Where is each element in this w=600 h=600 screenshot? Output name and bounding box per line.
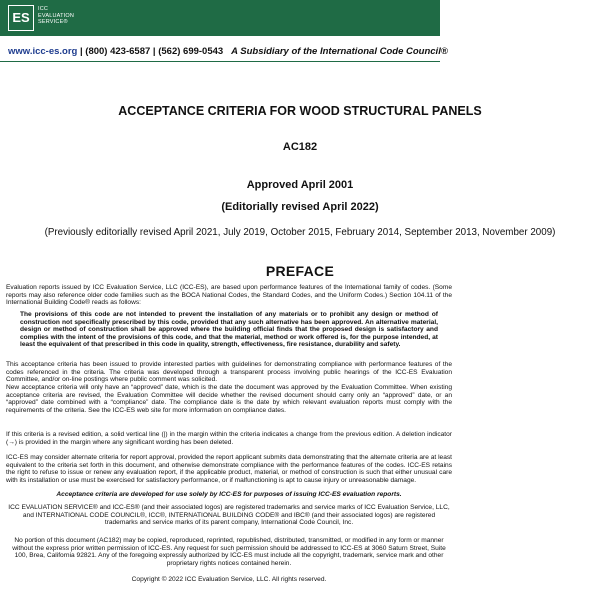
document-code: AC182 (282, 141, 318, 153)
brand-line-1: ICC (38, 6, 49, 12)
brand-line-2: EVALUATION (38, 12, 75, 19)
brand-line-3: SERVICE® (38, 19, 68, 25)
phone-secondary: (562) 699-0543 (158, 46, 224, 57)
contact-bar (8, 46, 448, 57)
brand-name (38, 6, 74, 26)
editorial-revision: (Editorially revised April 2022) (221, 201, 379, 213)
preface-heading: PREFACE (265, 263, 335, 279)
approved-date: Approved April 2001 (246, 179, 354, 191)
paragraph-purpose: This acceptance criteria has been issued to provide interested parties with guidelines for demonstrating compliance with performance features of the codes referenced in the criteria. The criteria was developed through a transparent process involving public hearings of the ICC-ES Evaluation Committee, and/or on-line postings where public comment was solicited. (6, 361, 452, 384)
subsidiary-text: A Subsidiary of the International Code Council® (231, 46, 448, 57)
previous-revisions: (Previously editorially revised April 2021, July 2019, October 2015, February 2014, September 2013, November 2009) (44, 227, 556, 238)
document-title: ACCEPTANCE CRITERIA FOR WOOD STRUCTURAL PANELS (118, 104, 482, 118)
header-rule (0, 61, 440, 62)
phone-primary: (800) 423-6587 (85, 46, 151, 57)
paragraph-permissions: No portion of this document (AC182) may be copied, reproduced, reprinted, republished, distributed, transmitted, or modified in any form or manner without the express prior written permission of ICC-ES. Any request for such permission should be addressed to ICC-ES at 3060 Saturn Street, Suite 100, Brea, California 92821. Any of the foregoing expressly authorized by ICC-ES must include all the copyright, trademark, service mark and other proprietary rights notices contained herein. (12, 537, 446, 567)
paragraph-revision-markers: If this criteria is a revised edition, a solid vertical line (|) in the margin within the criteria indicates a change from the previous edition. A deletion indicator (→) is provided in the margin where any significant wording has been deleted. (6, 431, 452, 446)
website-link[interactable]: www.icc-es.org (8, 46, 78, 57)
paragraph-approval-dates: New acceptance criteria will only have an “approved” date, which is the date the document was approved by the Evaluation Committee. When existing acceptance criteria are revised, the Evaluation Committee will decide whether the revised document should carry only an “approved” date, or an “approved” date combined with a “compliance” date. The compliance date is the date by which relevant evaluation reports must comply with the requirements of the criteria. See the ICC-ES web site for more information on compliance dates. (6, 384, 452, 414)
separator: | (79, 46, 83, 57)
icc-es-logo-icon: ES (8, 5, 34, 31)
separator: | (152, 46, 156, 57)
paragraph-usage-note: Acceptance criteria are developed for use solely by ICC-ES for purposes of issuing ICC-ES evaluation reports. (56, 491, 402, 498)
ibc-quote: The provisions of this code are not intended to prevent the installation of any materials or to prohibit any design or method of construction not specifically prescribed by this code, provided that any such alternative has been approved. An alternative material, design or method of construction shall be approved where the building official finds that the proposed design is satisfactory and complies with the intent of the provisions of this code, and that the material, method or work offered is, for the purpose intended, at least the equivalent of that prescribed in this code in quality, strength, effectiveness, fire resistance, durability and safety. (20, 311, 438, 349)
paragraph-alternate-criteria: ICC-ES may consider alternate criteria for report approval, provided the report applicant submits data demonstrating that the alternate criteria are at least equivalent to the criteria set forth in this document, and otherwise demonstrate compliance with the performance features of the codes. ICC-ES retains the right to refuse to issue or renew any evaluation report, if the applicable product, material, or method of construction is such that either unusual care with its installation or use must be exercised for satisfactory performance, or if malfunctioning is apt to cause injury or unreasonable damage. (6, 454, 452, 484)
paragraph-trademarks: ICC EVALUATION SERVICE® and ICC-ES® (and their associated logos) are registered trademarks and service marks of ICC Evaluation Service, LLC, and INTERNATIONAL CODE COUNCIL®, ICC®, INTERNATIONAL BUILDING CODE® and IBC® (and their associated logos) are registered trademarks and service marks of its parent company, International Code Council, Inc. (8, 504, 450, 527)
header-banner (0, 0, 440, 36)
copyright-notice: Copyright © 2022 ICC Evaluation Service, LLC. All rights reserved. (131, 576, 327, 583)
paragraph-evaluation-reports: Evaluation reports issued by ICC Evaluation Service, LLC (ICC-ES), are based upon performance features of the International family of codes. (Some reports may also reference older code families such as the BOCA National Codes, the Standard Codes, and the Uniform Codes.) Section 104.11 of the International Building Code® reads as follows: (6, 284, 452, 307)
